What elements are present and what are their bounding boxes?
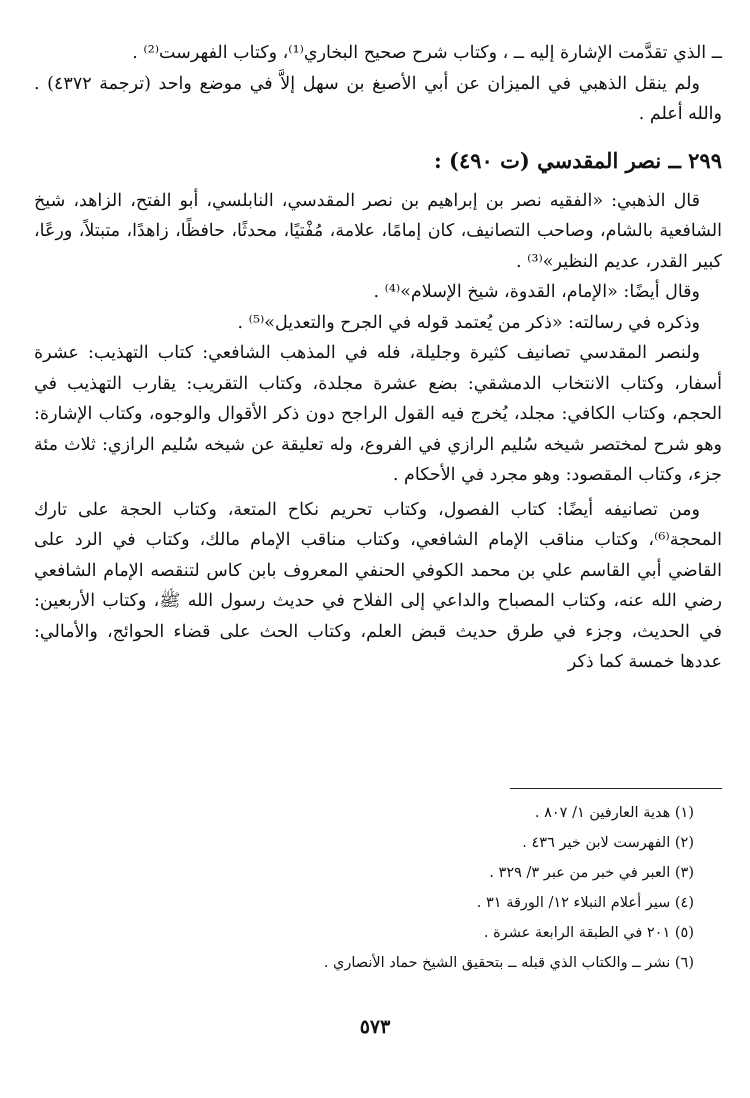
paragraph-continuation: ــ الذي تقدَّمت الإشارة إليه ــ ، وكتاب شرح صحيح البخاري⁽¹⁾، وكتاب الفهرست⁽²⁾ . [132, 43, 722, 63]
paragraph-works-fiqh: ولنصر المقدسي تصانيف كثيرة وجليلة، فله في المذهب الشافعي: كتاب التهذيب: عشرة أسفار، وكتاب الانتخاب الدمشقي: بضع عشرة مجلدة، وكتاب التقريب: يقارب التهذيب في الحجم، وكتاب الكافي: مجلد، يُخرج فيه القول الراجح دون ذكر الأقوال والوجوه، وكتاب الإشارة: وهو شرح لمختصر شيخه سُليم الرازي في الفروع، وله تعليقة عن شيخه سُليم الرازي: ثلاث مئة جزء، وكتاب المقصود: وهو مجرد في الأحكام . [34, 343, 722, 485]
footnote-3: (٣) العبر في خبر من عبر ٣/ ٣٢٩ . [489, 865, 694, 881]
paragraph-risala: وذكره في رسالته: «ذكر من يُعتمد قوله في الجرح والتعديل»⁽⁵⁾ . [237, 312, 700, 333]
entry-heading: ٢٩٩ ــ نصر المقدسي (ت ٤٩٠) : [433, 147, 722, 173]
footnote-6: (٦) نشر ــ والكتاب الذي قبله ــ بتحقيق الشيخ حماد الأنصاري . [323, 955, 694, 971]
footnote-1: (١) هدية العارفين ١/ ٨٠٧ . [534, 805, 694, 821]
entry-body [34, 186, 722, 678]
footnote-5: (٥) ٢٠١ في الطبقة الرابعة عشرة . [483, 925, 694, 941]
footnote-divider [510, 788, 722, 789]
paragraph-dhahabi-note: ولم ينقل الذهبي في الميزان عن أبي الأصبغ بن سهل إلاَّ في موضع واحد (ترجمة ٤٣٧٢) . والله أعلم . [34, 73, 722, 124]
footnote-4: (٤) سير أعلام النبلاء ١٢/ الورقة ٣١ . [476, 895, 694, 911]
footnote-2: (٢) الفهرست لابن خير ٤٣٦ . [522, 835, 694, 851]
paragraph-also-said: وقال أيضًا: «الإمام، القدوة، شيخ الإسلام»⁽⁴⁾ . [373, 282, 700, 302]
page-body [34, 38, 722, 678]
page-number: ٥٧٣ [359, 1016, 391, 1038]
paragraph-dhahabi-quote: قال الذهبي: «الفقيه نصر بن إبراهيم بن نصر المقدسي، النابلسي، أبو الفتح، الزاهد، شيخ الشافعية بالشام، وصاحب التصانيف، كان إمامًا، علامة، مُفْتيًا، محدثًا، حافظًا، زاهدًا، متبتلاً، ورعًا، كبير القدر، عديم النظير»⁽³⁾ . [34, 190, 722, 272]
paragraph-works-other: ومن تصانيفه أيضًا: كتاب الفصول، وكتاب تحريم نكاح المتعة، وكتاب الحجة على تارك المحجة⁽⁶⁾، وكتاب مناقب الإمام الشافعي، وكتاب مناقب الإمام مالك، وكتاب في الرد على القاضي أبي القاسم علي بن محمد الكوفي الحنفي المعروف بابن كاس لتنقصه الإمام الشافعي رضي الله عنه، وكتاب المصباح والداعي إلى الفلاح في حديث رسول الله ﷺ، وكتاب الأربعين: في الحديث، وجزء في طرق حديث قبض العلم، وكتاب الحث على قضاء الحوائج، والأمالي: عددها خمسة كما ذكر [34, 499, 722, 672]
footnotes [40, 798, 694, 978]
